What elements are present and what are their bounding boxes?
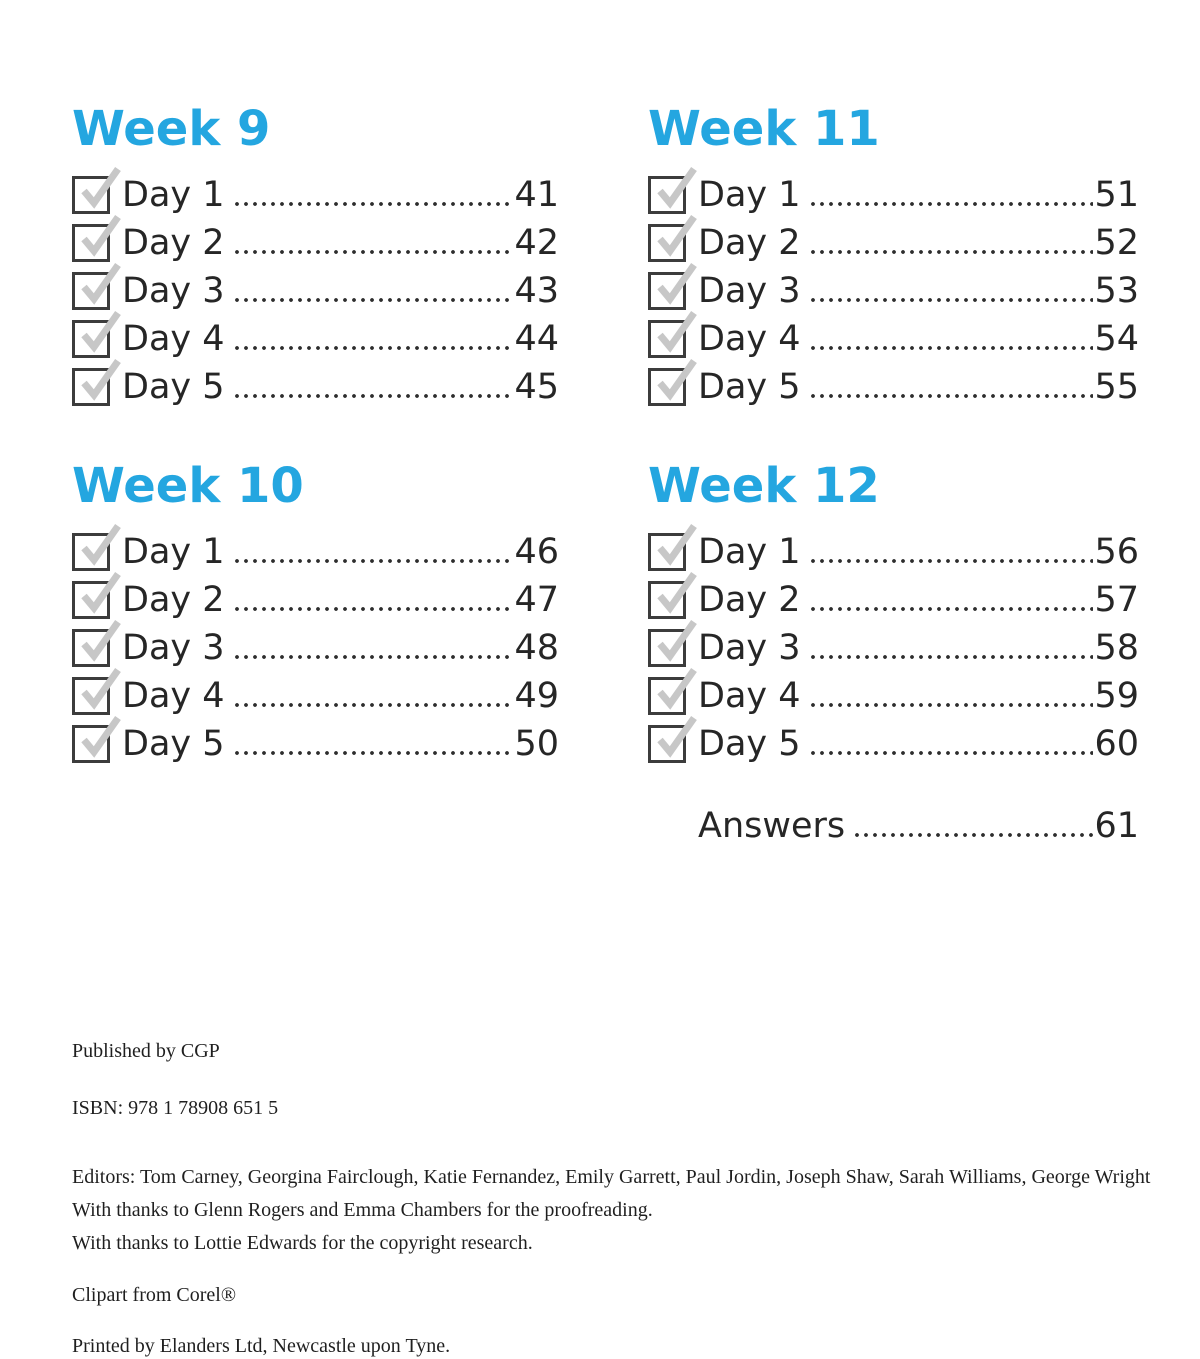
copyright-thanks-line: With thanks to Lottie Edwards for the copyright research. [72, 1232, 533, 1254]
toc-row [72, 528, 559, 576]
printed-line: Printed by Elanders Ltd, Newcastle upon Tyne. [72, 1335, 451, 1357]
toc-entry-label: Day 3 [698, 628, 801, 668]
toc-entry-label: Day 3 [122, 628, 225, 668]
toc-entry-label: Day 1 [698, 532, 801, 572]
toc-entry-page: 47 [514, 580, 559, 620]
toc-entry-label: Day 5 [122, 724, 225, 764]
checkmark-icon [649, 666, 701, 718]
dotted-leader [235, 346, 514, 350]
day-checkbox[interactable] [648, 533, 686, 571]
toc-entry-page: 44 [514, 319, 559, 359]
toc-row [648, 576, 1139, 624]
toc-row [72, 363, 559, 411]
day-checkbox[interactable] [72, 176, 110, 214]
checkmark-icon [649, 165, 701, 217]
checkmark-icon [73, 357, 125, 409]
dotted-leader [811, 751, 1094, 755]
published-line: Published by CGP [72, 1040, 220, 1062]
checkmark-icon [73, 522, 125, 574]
dotted-leader [235, 607, 514, 611]
day-checkbox[interactable] [72, 533, 110, 571]
day-checkbox[interactable] [648, 224, 686, 262]
editors-line: Editors: Tom Carney, Georgina Fairclough, Katie Fernandez, Emily Garrett, Paul Jordin, Joseph Shaw, Sarah Williams, George Wright [72, 1166, 1151, 1188]
toc-row [72, 720, 559, 768]
dotted-leader [811, 703, 1094, 707]
week-10-title: Week 10 [72, 458, 304, 514]
section-week-10 [72, 460, 559, 768]
day-checkbox[interactable] [72, 272, 110, 310]
day-checkbox[interactable] [72, 368, 110, 406]
checkmark-icon [73, 309, 125, 361]
day-checkbox[interactable] [72, 725, 110, 763]
toc-left-column [72, 103, 559, 768]
dotted-leader [235, 559, 514, 563]
dotted-leader [811, 655, 1094, 659]
credits-block [72, 1161, 1157, 1260]
toc-entry-page: 45 [514, 367, 559, 407]
checkmark-icon [649, 618, 701, 670]
toc-entry-page: 46 [514, 532, 559, 572]
toc-entry-label: Day 5 [122, 367, 225, 407]
toc-entry-label: Day 4 [122, 676, 225, 716]
day-checkbox[interactable] [648, 272, 686, 310]
week-9-title: Week 9 [72, 101, 271, 157]
day-checkbox[interactable] [648, 677, 686, 715]
day-checkbox[interactable] [648, 725, 686, 763]
checkmark-icon [649, 309, 701, 361]
dotted-leader [811, 250, 1094, 254]
week-10-rows [72, 528, 559, 768]
toc-entry-page: 53 [1094, 271, 1139, 311]
toc-entry-label: Day 2 [122, 580, 225, 620]
dotted-leader [235, 751, 514, 755]
toc-entry-page: 57 [1094, 580, 1139, 620]
toc-entry-page: 48 [514, 628, 559, 668]
checkmark-icon [73, 570, 125, 622]
checkmark-icon [73, 714, 125, 766]
dotted-leader [811, 394, 1094, 398]
toc-right-column [648, 103, 1139, 850]
checkmark-icon [73, 666, 125, 718]
day-checkbox[interactable] [648, 581, 686, 619]
week-12-title: Week 12 [648, 458, 880, 514]
toc-entry-label: Day 5 [698, 367, 801, 407]
dotted-leader [235, 250, 514, 254]
isbn-line: ISBN: 978 1 78908 651 5 [72, 1097, 279, 1119]
toc-entry-page: 50 [514, 724, 559, 764]
toc-entry-page: 59 [1094, 676, 1139, 716]
checkmark-icon [73, 213, 125, 265]
toc-entry-page: 49 [514, 676, 559, 716]
toc-entry-label: Day 2 [698, 223, 801, 263]
checkmark-icon [649, 213, 701, 265]
toc-row [648, 363, 1139, 411]
toc-entry-label: Day 4 [698, 676, 801, 716]
week-9-rows [72, 171, 559, 411]
checkmark-icon [649, 570, 701, 622]
answers-page: 61 [1094, 806, 1139, 846]
checkmark-icon [73, 618, 125, 670]
checkmark-icon [649, 261, 701, 313]
dotted-leader [855, 833, 1093, 837]
day-checkbox[interactable] [648, 368, 686, 406]
toc-row [72, 267, 559, 315]
toc-entry-page: 52 [1094, 223, 1139, 263]
day-checkbox[interactable] [648, 176, 686, 214]
toc-entry-label: Day 4 [698, 319, 801, 359]
checkmark-icon [73, 165, 125, 217]
toc-entry-page: 60 [1094, 724, 1139, 764]
day-checkbox[interactable] [72, 629, 110, 667]
toc-entry-label: Day 3 [122, 271, 225, 311]
toc-row [72, 315, 559, 363]
week-11-title: Week 11 [648, 101, 880, 157]
toc-entry-label: Day 1 [122, 175, 225, 215]
dotted-leader [235, 202, 514, 206]
toc-entry-page: 58 [1094, 628, 1139, 668]
answers-label: Answers [698, 806, 846, 846]
day-checkbox[interactable] [72, 224, 110, 262]
checkmark-icon [649, 357, 701, 409]
dotted-leader [811, 346, 1094, 350]
imprint-block [72, 1038, 1157, 1359]
toc-entry-label: Day 1 [122, 532, 225, 572]
dotted-leader [235, 703, 514, 707]
section-week-9 [72, 103, 559, 411]
toc-entry-label: Day 4 [122, 319, 225, 359]
day-checkbox[interactable] [72, 677, 110, 715]
toc-row [648, 219, 1139, 267]
toc-entry-label: Day 2 [122, 223, 225, 263]
toc-row [72, 672, 559, 720]
toc-entry-page: 55 [1094, 367, 1139, 407]
day-checkbox[interactable] [72, 320, 110, 358]
toc-entry-label: Day 5 [698, 724, 801, 764]
week-11-rows [648, 171, 1139, 411]
toc-row [648, 315, 1139, 363]
toc-entry-page: 54 [1094, 319, 1139, 359]
dotted-leader [235, 655, 514, 659]
dotted-leader [235, 298, 514, 302]
toc-row [72, 219, 559, 267]
day-checkbox[interactable] [648, 629, 686, 667]
clipart-line: Clipart from Corel® [72, 1284, 237, 1306]
toc-row [648, 267, 1139, 315]
toc-entry-page: 56 [1094, 532, 1139, 572]
toc-row [72, 171, 559, 219]
toc-entry-page: 51 [1094, 175, 1139, 215]
toc-entry-page: 42 [514, 223, 559, 263]
checkmark-icon [649, 714, 701, 766]
toc-row [648, 171, 1139, 219]
day-checkbox[interactable] [648, 320, 686, 358]
answers-row [648, 802, 1139, 850]
dotted-leader [811, 298, 1094, 302]
toc-entry-label: Day 3 [698, 271, 801, 311]
toc-row [648, 720, 1139, 768]
toc-row [648, 672, 1139, 720]
checkmark-icon [73, 261, 125, 313]
proofreading-thanks-line: With thanks to Glenn Rogers and Emma Chambers for the proofreading. [72, 1199, 653, 1221]
section-week-12 [648, 460, 1139, 768]
toc-entry-label: Day 1 [698, 175, 801, 215]
toc-row [72, 576, 559, 624]
dotted-leader [811, 607, 1094, 611]
toc-row [648, 528, 1139, 576]
day-checkbox[interactable] [72, 581, 110, 619]
section-week-11 [648, 103, 1139, 411]
toc-row [72, 624, 559, 672]
dotted-leader [235, 394, 514, 398]
toc-entry-label: Day 2 [698, 580, 801, 620]
dotted-leader [811, 559, 1094, 563]
week-12-rows [648, 528, 1139, 768]
toc-entry-page: 43 [514, 271, 559, 311]
toc-entry-page: 41 [514, 175, 559, 215]
dotted-leader [811, 202, 1094, 206]
toc-row [648, 624, 1139, 672]
checkmark-icon [649, 522, 701, 574]
